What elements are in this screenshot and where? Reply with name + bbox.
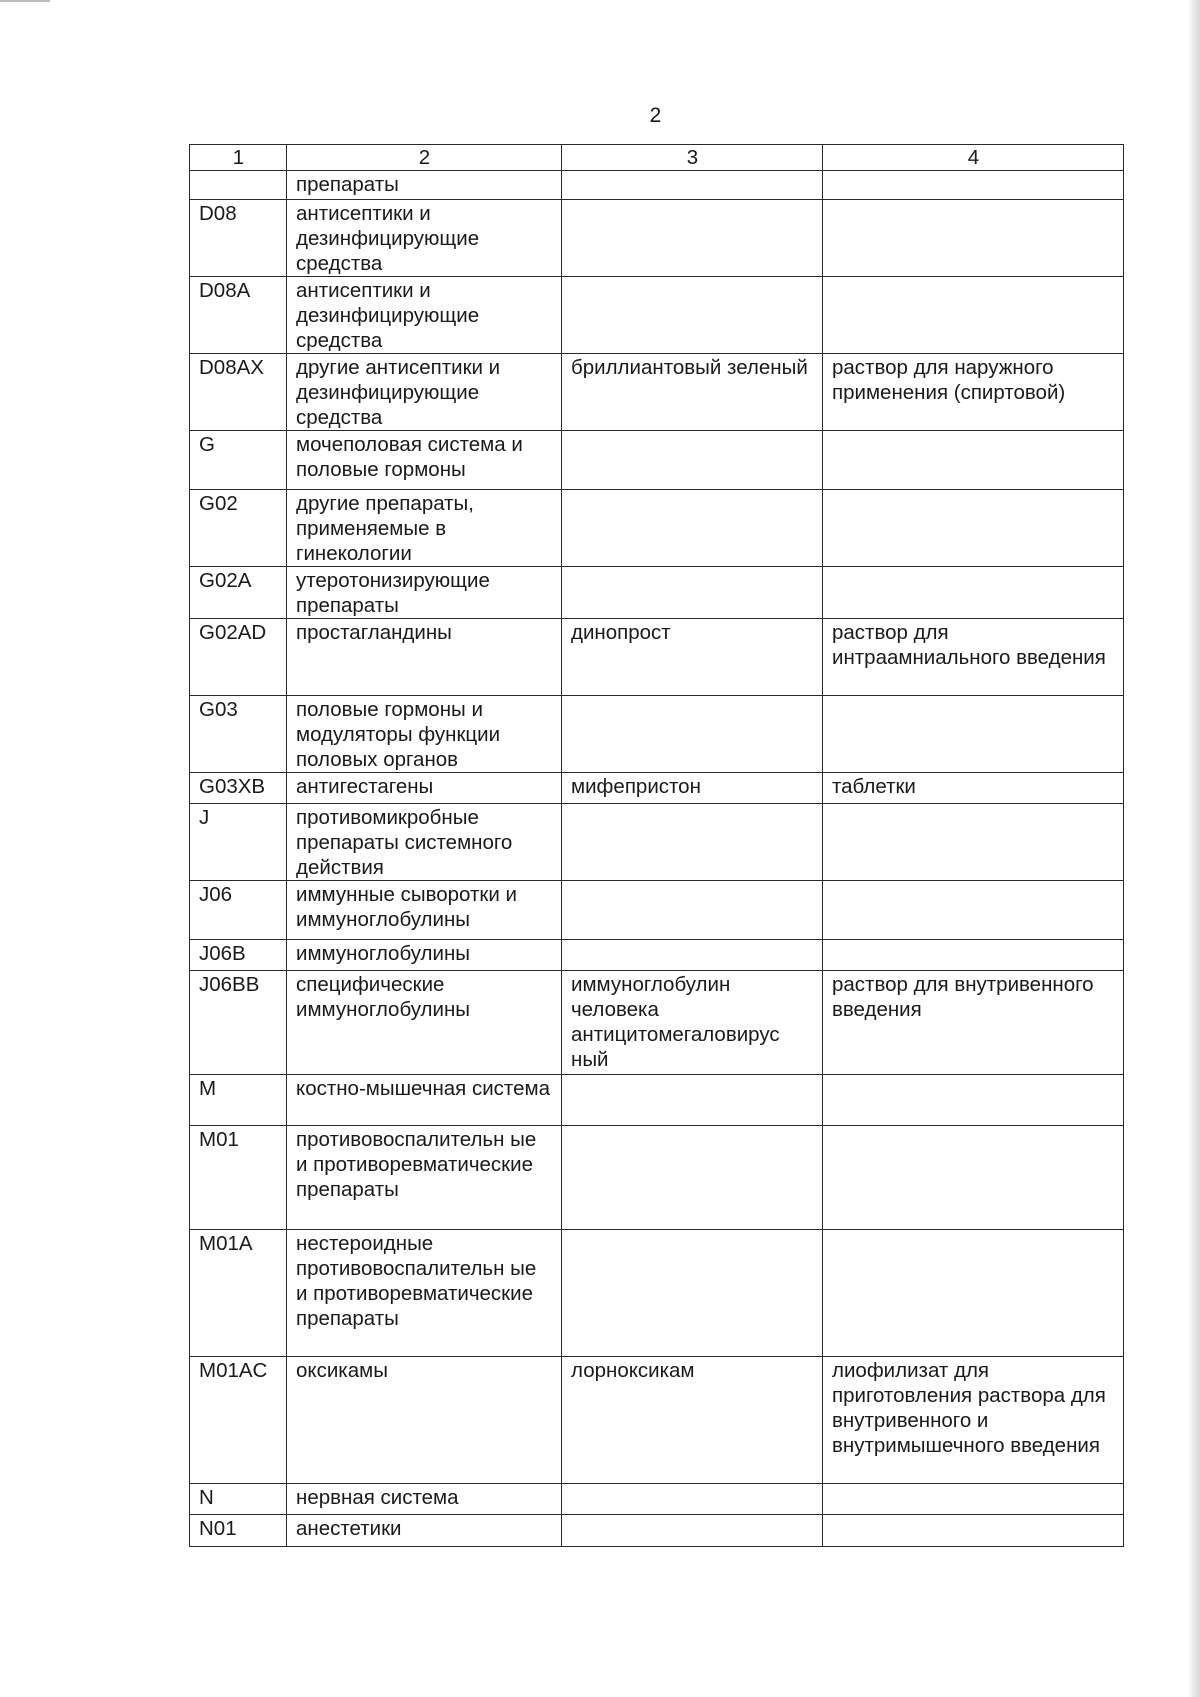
substance-cell: иммуноглобулин человека антицитомегаловирус ный — [562, 971, 823, 1075]
table-row — [190, 490, 1124, 567]
dosage-form-cell — [823, 1075, 1124, 1126]
substance-cell — [562, 277, 823, 354]
code-cell: D08A — [190, 277, 287, 354]
dosage-form-cell — [823, 200, 1124, 277]
page-number: 2 — [649, 104, 662, 127]
table-row — [190, 773, 1124, 804]
code-cell — [190, 171, 287, 200]
drug-classification-table — [189, 144, 1124, 1547]
substance-cell: лорноксикам — [562, 1357, 823, 1484]
code-cell: M — [190, 1075, 287, 1126]
table-row — [190, 696, 1124, 773]
code-cell: J06BB — [190, 971, 287, 1075]
name-cell: костно-мышечная система — [287, 1075, 562, 1126]
table-row — [190, 804, 1124, 881]
code-cell: G02AD — [190, 619, 287, 696]
dosage-form-cell: лиофилизат для приготовления раствора для внутривенного и внутримышечного введения — [823, 1357, 1124, 1484]
name-cell: утеротонизирующие препараты — [287, 567, 562, 619]
name-cell: нестероидные противовоспалительн ые и противоревматические препараты — [287, 1230, 562, 1357]
substance-cell — [562, 881, 823, 940]
table-row — [190, 1357, 1124, 1484]
dosage-form-cell — [823, 1230, 1124, 1357]
table-row — [190, 619, 1124, 696]
table-row — [190, 277, 1124, 354]
table-row — [190, 1126, 1124, 1230]
code-cell: D08 — [190, 200, 287, 277]
dosage-form-cell — [823, 431, 1124, 490]
table-row — [190, 1230, 1124, 1357]
name-cell: противовоспалительн ые и противоревматические препараты — [287, 1126, 562, 1230]
table-row — [190, 881, 1124, 940]
code-cell: N01 — [190, 1515, 287, 1547]
name-cell: иммунные сыворотки и иммуноглобулины — [287, 881, 562, 940]
substance-cell — [562, 1075, 823, 1126]
dosage-form-cell — [823, 277, 1124, 354]
code-cell: G — [190, 431, 287, 490]
dosage-form-cell — [823, 1515, 1124, 1547]
name-cell: простагландины — [287, 619, 562, 696]
table-row — [190, 200, 1124, 277]
substance-cell: динопрост — [562, 619, 823, 696]
dosage-form-cell — [823, 1484, 1124, 1515]
substance-cell — [562, 1515, 823, 1547]
name-cell: другие препараты, применяемые в гинекологии — [287, 490, 562, 567]
code-cell: G02A — [190, 567, 287, 619]
code-cell: N — [190, 1484, 287, 1515]
name-cell: противомикробные препараты системного действия — [287, 804, 562, 881]
dosage-form-cell — [823, 171, 1124, 200]
substance-cell: мифепристон — [562, 773, 823, 804]
name-cell: оксикамы — [287, 1357, 562, 1484]
dosage-form-cell — [823, 804, 1124, 881]
table-row — [190, 567, 1124, 619]
table-row — [190, 971, 1124, 1075]
substance-cell — [562, 696, 823, 773]
header-cell-col3: 3 — [562, 145, 823, 171]
substance-cell — [562, 171, 823, 200]
dosage-form-cell — [823, 567, 1124, 619]
substance-cell — [562, 1230, 823, 1357]
name-cell: нервная система — [287, 1484, 562, 1515]
name-cell: половые гормоны и модуляторы функции половых органов — [287, 696, 562, 773]
name-cell: антисептики и дезинфицирующие средства — [287, 277, 562, 354]
substance-cell — [562, 804, 823, 881]
scan-edge-mark — [0, 0, 50, 2]
code-cell: G02 — [190, 490, 287, 567]
dosage-form-cell: раствор для интраамниального введения — [823, 619, 1124, 696]
substance-cell — [562, 200, 823, 277]
code-cell: G03XB — [190, 773, 287, 804]
substance-cell: бриллиантовый зеленый — [562, 354, 823, 431]
code-cell: J06B — [190, 940, 287, 971]
name-cell: препараты — [287, 171, 562, 200]
table-row — [190, 354, 1124, 431]
name-cell: антисептики и дезинфицирующие средства — [287, 200, 562, 277]
code-cell: M01 — [190, 1126, 287, 1230]
substance-cell — [562, 940, 823, 971]
dosage-form-cell: раствор для внутривенного введения — [823, 971, 1124, 1075]
code-cell: M01AC — [190, 1357, 287, 1484]
table-row — [190, 1515, 1124, 1547]
code-cell: G03 — [190, 696, 287, 773]
name-cell: антигестагены — [287, 773, 562, 804]
table-row — [190, 1484, 1124, 1515]
code-cell: D08AX — [190, 354, 287, 431]
name-cell: анестетики — [287, 1515, 562, 1547]
scan-page-edge — [1188, 0, 1200, 1697]
table-header-row — [190, 145, 1124, 171]
dosage-form-cell — [823, 940, 1124, 971]
substance-cell — [562, 490, 823, 567]
dosage-form-cell: раствор для наружного применения (спиртовой) — [823, 354, 1124, 431]
substance-cell — [562, 1484, 823, 1515]
table-row — [190, 940, 1124, 971]
code-cell: J06 — [190, 881, 287, 940]
substance-cell — [562, 431, 823, 490]
dosage-form-cell: таблетки — [823, 773, 1124, 804]
header-cell-col4: 4 — [823, 145, 1124, 171]
table-row — [190, 171, 1124, 200]
dosage-form-cell — [823, 1126, 1124, 1230]
table-body — [190, 145, 1124, 1547]
code-cell: M01A — [190, 1230, 287, 1357]
name-cell: мочеполовая система и половые гормоны — [287, 431, 562, 490]
dosage-form-cell — [823, 696, 1124, 773]
substance-cell — [562, 1126, 823, 1230]
dosage-form-cell — [823, 881, 1124, 940]
header-cell-col1: 1 — [190, 145, 287, 171]
table-row — [190, 1075, 1124, 1126]
name-cell: иммуноглобулины — [287, 940, 562, 971]
table-row — [190, 431, 1124, 490]
substance-cell — [562, 567, 823, 619]
dosage-form-cell — [823, 490, 1124, 567]
name-cell: другие антисептики и дезинфицирующие средства — [287, 354, 562, 431]
code-cell: J — [190, 804, 287, 881]
name-cell: специфические иммуноглобулины — [287, 971, 562, 1075]
header-cell-col2: 2 — [287, 145, 562, 171]
